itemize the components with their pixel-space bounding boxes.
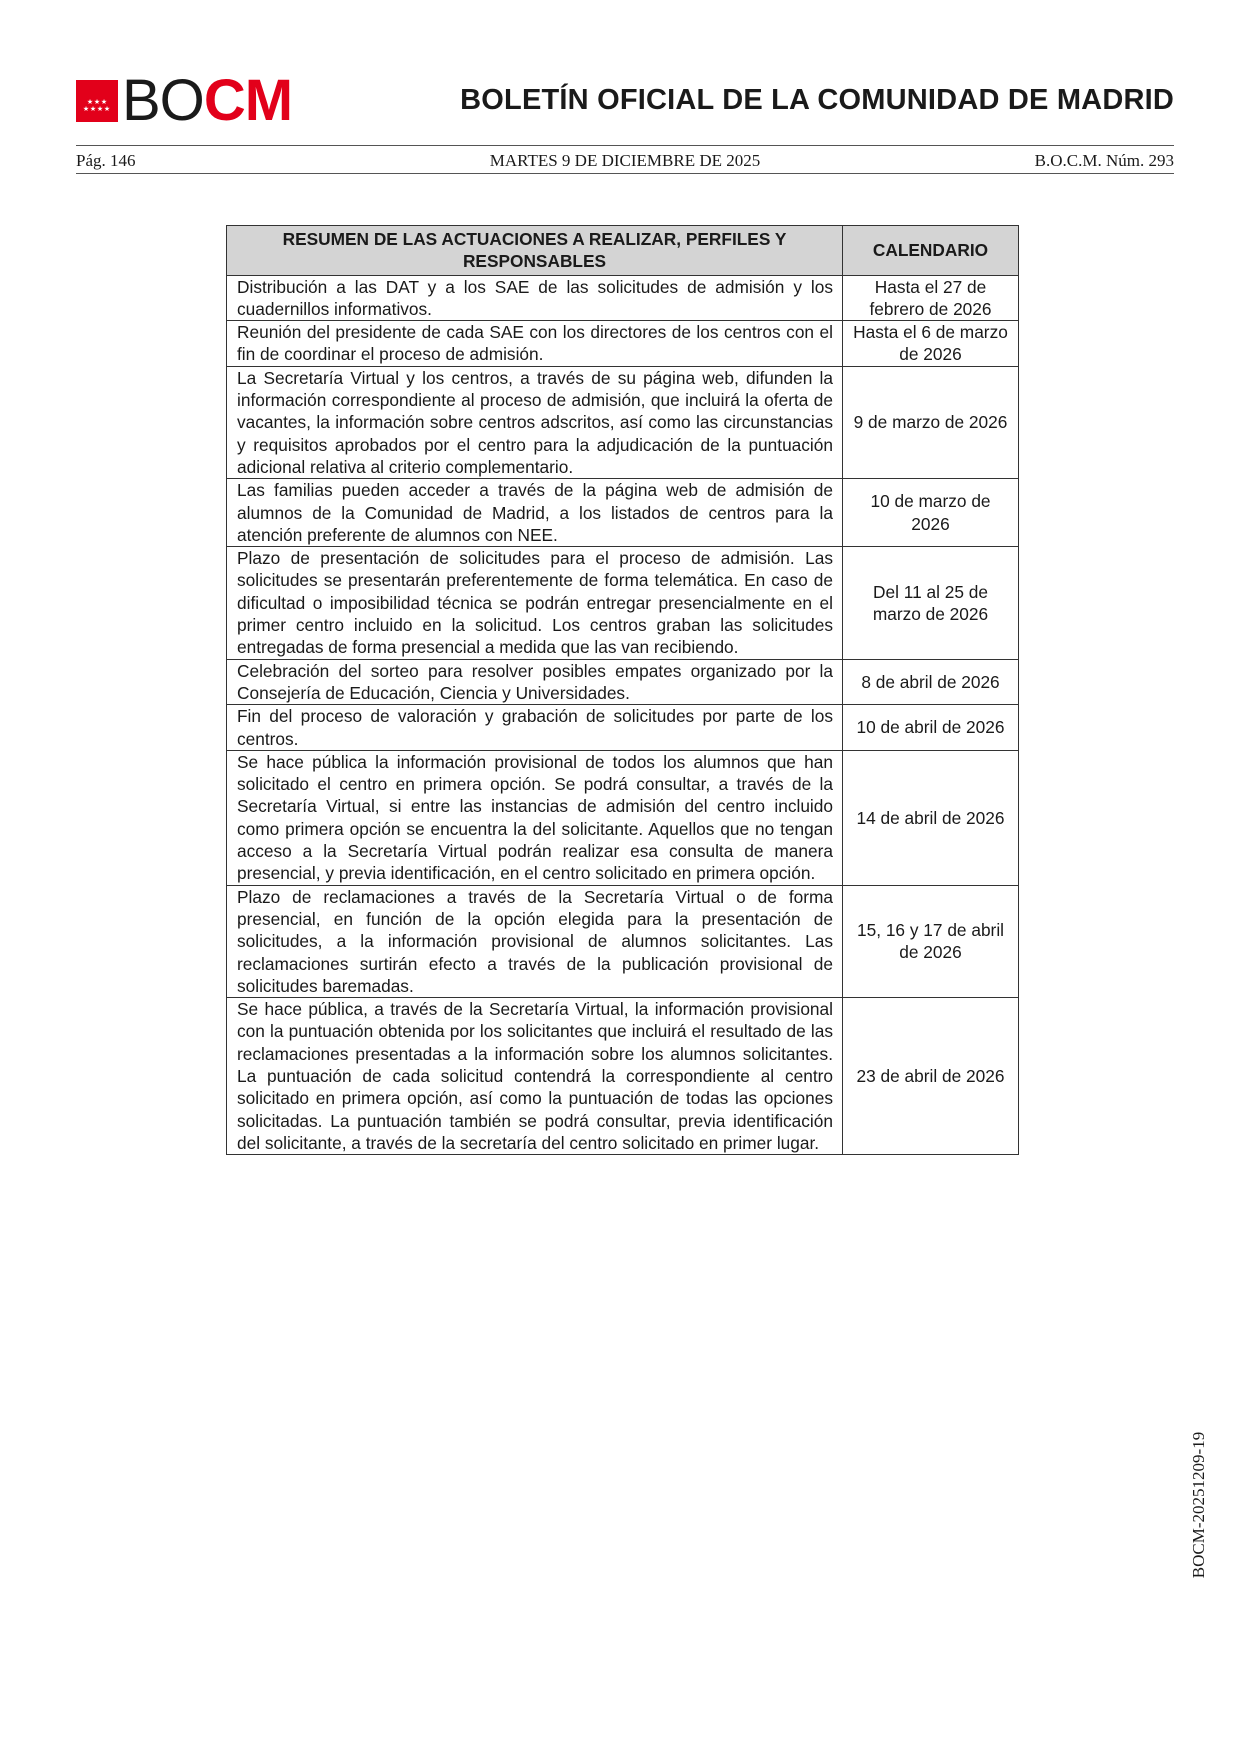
- row-date: Hasta el 6 de marzo de 2026: [843, 321, 1019, 367]
- row-description: Reunión del presidente de cada SAE con los directores de los centros con el fin de coordinar el proceso de admisión.: [227, 321, 843, 367]
- madrid-flag-icon: [76, 80, 118, 122]
- table-row: [227, 885, 1019, 997]
- table-row: [227, 275, 1019, 321]
- row-date: 10 de abril de 2026: [843, 705, 1019, 751]
- document-code: [1188, 1380, 1210, 1630]
- header-divider-top: [76, 145, 1174, 146]
- column-header-calendar: CALENDARIO: [843, 226, 1019, 276]
- bocm-logo: [76, 68, 293, 133]
- schedule-table: [226, 225, 1019, 1155]
- row-description: La Secretaría Virtual y los centros, a través de su página web, difunden la información correspondiente al proceso de admisión, que incluirá la oferta de vacantes, la información sobre centros adscritos, así como las circunstancias y requisitos aprobados por el centro para la adjudicación de la puntuación adicional relativa al criterio complementario.: [227, 366, 843, 478]
- row-description: Fin del proceso de valoración y grabación de solicitudes por parte de los centros.: [227, 705, 843, 751]
- table-row: [227, 659, 1019, 705]
- table-row: [227, 998, 1019, 1155]
- row-description: Las familias pueden acceder a través de la página web de admisión de alumnos de la Comunidad de Madrid, a los listados de centros para la atención preferente de alumnos con NEE.: [227, 479, 843, 547]
- row-date: 14 de abril de 2026: [843, 750, 1019, 885]
- row-date: Del 11 al 25 de marzo de 2026: [843, 547, 1019, 659]
- svg-text:★: ★: [100, 98, 108, 106]
- page-meta-row: [76, 151, 1174, 171]
- row-date: 10 de marzo de 2026: [843, 479, 1019, 547]
- row-description: Se hace pública, a través de la Secretaría Virtual, la información provisional con la puntuación obtenida por los solicitantes que incluirá el resultado de las reclamaciones presentadas a la información sobre los alumnos solicitantes. La puntuación de cada solicitud contendrá la correspondiente al centro solicitado en primera opción, así como la puntuación de todas las opciones solicitadas. La puntuación también se podrá consultar, previa identificación del solicitante, a través de la secretaría del centro solicitado en primer lugar.: [227, 998, 843, 1155]
- table-row: [227, 321, 1019, 367]
- row-description: Plazo de reclamaciones a través de la Secretaría Virtual o de forma presencial, en función de la opción elegida para la presentación de solicitudes, a la información provisional de alumnos solicitantes. Las reclamaciones surtirán efecto a través de la publicación provisional de solicitudes baremadas.: [227, 885, 843, 997]
- svg-text:★: ★: [89, 105, 97, 113]
- page-number: Pág. 146: [76, 151, 136, 170]
- row-date: 15, 16 y 17 de abril de 2026: [843, 885, 1019, 997]
- table-row: [227, 750, 1019, 885]
- issue-number: B.O.C.M. Núm. 293: [1034, 151, 1174, 170]
- row-description: Celebración del sorteo para resolver posibles empates organizado por la Consejería de Educación, Ciencia y Universidades.: [227, 659, 843, 705]
- bulletin-title: BOLETÍN OFICIAL DE LA COMUNIDAD DE MADRID: [460, 84, 1174, 116]
- svg-text:★: ★: [96, 105, 104, 113]
- row-description: Se hace pública la información provisional de todos los alumnos que han solicitado el centro en primera opción. Se podrá consultar, a través de la Secretaría Virtual, si entre las instancias de admisión del centro incluido como primera opción se encuentra la del solicitante. Aquellos que no tengan acceso a la Secretaría Virtual podrán realizar esa consulta de manera presencial, y previa identificación, en el centro solicitado en primera opción.: [227, 750, 843, 885]
- svg-text:★: ★: [103, 105, 111, 113]
- row-date: 8 de abril de 2026: [843, 659, 1019, 705]
- svg-text:★: ★: [93, 98, 101, 106]
- table-row: [227, 705, 1019, 751]
- logo-text: BOCM: [122, 68, 293, 133]
- row-description: Distribución a las DAT y a los SAE de las solicitudes de admisión y los cuadernillos informativos.: [227, 275, 843, 321]
- publication-date: MARTES 9 DE DICIEMBRE DE 2025: [489, 151, 761, 170]
- row-date: Hasta el 27 de febrero de 2026: [843, 275, 1019, 321]
- header-divider-bottom: [76, 173, 1174, 174]
- svg-text:★: ★: [82, 105, 90, 113]
- table-row: [227, 479, 1019, 547]
- row-date: 9 de marzo de 2026: [843, 366, 1019, 478]
- column-header-actions: RESUMEN DE LAS ACTUACIONES A REALIZAR, PERFILES Y RESPONSABLES: [227, 226, 843, 276]
- row-description: Plazo de presentación de solicitudes para el proceso de admisión. Las solicitudes se presentarán preferentemente de forma telemática. En caso de dificultad o imposibilidad técnica se podrán entregar presencialmente en el primer centro incluido en la solicitud. Los centros graban las solicitudes entregadas de forma presencial a medida que las van recibiendo.: [227, 547, 843, 659]
- row-date: 23 de abril de 2026: [843, 998, 1019, 1155]
- table-header-row: [227, 226, 1019, 276]
- table-row: [227, 366, 1019, 478]
- svg-text:★: ★: [86, 98, 94, 106]
- table-row: [227, 547, 1019, 659]
- document-code-text: BOCM-20251209-19: [1189, 1431, 1208, 1579]
